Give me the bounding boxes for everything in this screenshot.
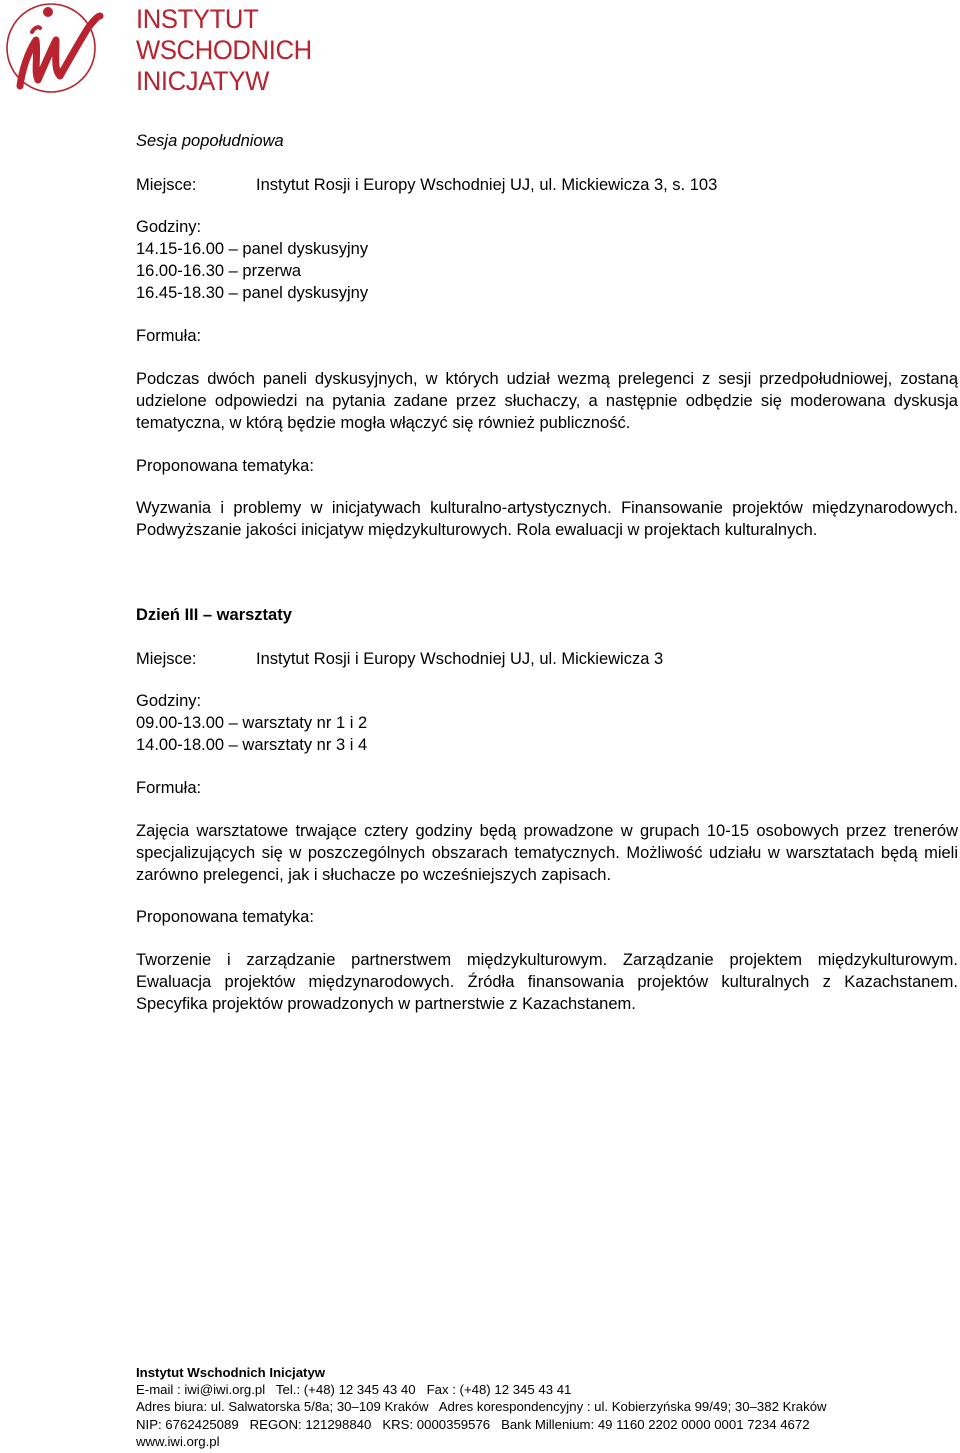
footer-ids-line: NIP: 6762425089 REGON: 121298840 KRS: 0000359576 Bank Millenium: 49 1160 2202 0000 0001 7234 4672 bbox=[136, 1416, 810, 1432]
formula-paragraph: Podczas dwóch paneli dyskusyjnych, w których udział wezmą prelegenci z sesji przedpołudniowej, zostaną udzielone odpowiedzi na pytania zadane przez słuchaczy, a następnie odbędzie się moderowana dyskusja tematyczna, w którą będzie mogła włączyć się również publiczność. bbox=[136, 370, 958, 432]
footer-website-link[interactable]: www.iwi.org.pl bbox=[136, 1433, 220, 1449]
footer-org-name: Instytut Wschodnich Inicjatyw bbox=[136, 1365, 326, 1380]
topics-label: Proponowana tematyka: bbox=[136, 908, 314, 926]
iwi-script-logo-icon bbox=[4, 0, 104, 100]
day-heading: Dzień III – warsztaty bbox=[136, 606, 292, 624]
organization-logo-text bbox=[136, 4, 312, 97]
logo-line-2: WSCHODNICH bbox=[136, 35, 312, 65]
topics-paragraph: Tworzenie i zarządzanie partnerstwem międzykulturowym. Zarządzanie projektem międzykulturowym. Ewaluacja projektów międzynarodowych. Źródła finansowania projektów kulturalnych z Kazachstanem. Specyfika projektów prowadzonych w partnerstwie z Kazachstanem. bbox=[136, 951, 958, 1013]
page-footer bbox=[136, 1364, 827, 1450]
place-value: Instytut Rosji i Europy Wschodniej UJ, ul. Mickiewicza 3 bbox=[256, 650, 664, 668]
hours-item: 14.00-18.00 – warsztaty nr 3 i 4 bbox=[136, 736, 368, 754]
logo-line-3: INICJATYW bbox=[136, 66, 269, 96]
footer-contact-line: E-mail : iwi@iwi.org.pl Tel.: (+48) 12 345 43 40 Fax : (+48) 12 345 43 41 bbox=[136, 1382, 572, 1398]
place-row bbox=[136, 174, 958, 196]
place-label: Miejsce: bbox=[136, 650, 197, 668]
hours-item: 14.15-16.00 – panel dyskusyjny bbox=[136, 240, 369, 258]
topics-label: Proponowana tematyka: bbox=[136, 457, 314, 475]
formula-paragraph: Zajęcia warsztatowe trwające cztery godziny będą prowadzone w grupach 10-15 osobowych przez trenerów specjalizujących się w poszczególnych obszarach tematycznych. Możliwość udziału w warsztatach będą mieli zarówno prelegenci, jak i słuchacze po wcześniejszych zapisach. bbox=[136, 822, 958, 884]
footer-address-line: Adres biura: ul. Salwatorska 5/8a; 30–109 Kraków Adres korespondencyjny : ul. Kobierzyńska 99/49; 30–382 Kraków bbox=[136, 1399, 827, 1415]
hours-item: 16.45-18.30 – panel dyskusyjny bbox=[136, 284, 369, 302]
hours-item: 09.00-13.00 – warsztaty nr 1 i 2 bbox=[136, 714, 368, 732]
session-heading: Sesja popołudniowa bbox=[136, 132, 284, 150]
place-label: Miejsce: bbox=[136, 176, 197, 194]
hours-label: Godziny: bbox=[136, 218, 202, 236]
formula-label: Formuła: bbox=[136, 327, 202, 345]
logo-line-1: INSTYTUT bbox=[136, 4, 259, 34]
place-row bbox=[136, 648, 958, 670]
topics-paragraph: Wyzwania i problemy w inicjatywach kulturalno-artystycznych. Finansowanie projektów międzynarodowych. Podwyższanie jakości inicjatyw międzykulturowych. Rola ewaluacji w projektach kulturalnych. bbox=[136, 499, 958, 539]
hours-item: 16.00-16.30 – przerwa bbox=[136, 262, 302, 280]
formula-label: Formuła: bbox=[136, 779, 202, 797]
place-value: Instytut Rosji i Europy Wschodniej UJ, ul. Mickiewicza 3, s. 103 bbox=[256, 176, 718, 194]
hours-label: Godziny: bbox=[136, 692, 202, 710]
